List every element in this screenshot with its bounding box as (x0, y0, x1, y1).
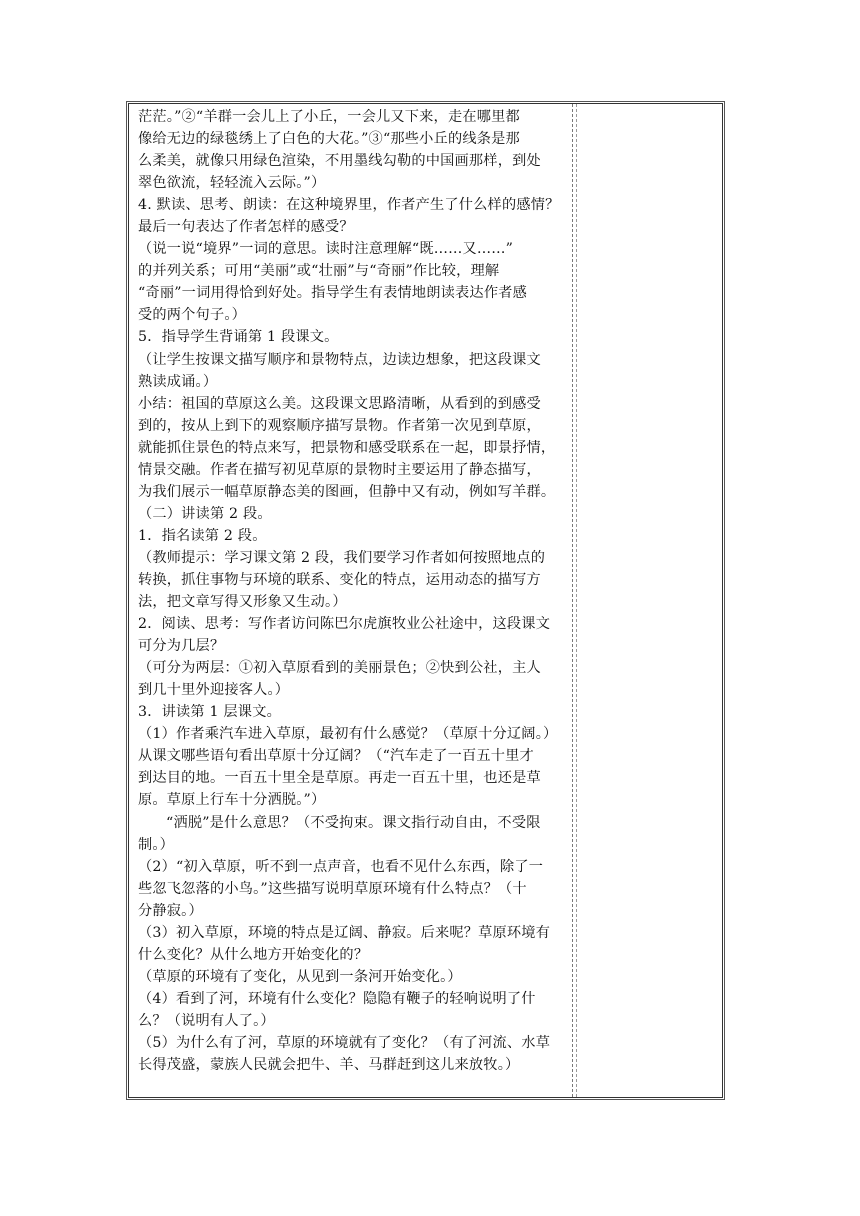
text-line: 分静寂。） (138, 902, 203, 919)
text-line: 像给无边的绿毯绣上了白色的大花。”③“那些小丘的线条是那 (138, 131, 520, 148)
text-line: 情景交融。作者在描写初见草原的景物时主要运用了静态描写， (138, 461, 541, 478)
text-line: 就能抓住景色的特点来写，把景物和感受联系在一起，即景抒情， (138, 439, 556, 456)
text-line: （教师提示：学习课文第 2 段，我们要学习作者如何按照地点的 (138, 549, 546, 566)
text-line: 2．阅读、思考：写作者访问陈巴尔虎旗牧业公社途中，这段课文 (138, 616, 551, 633)
text-line: 5．指导学生背诵第 1 段课文。 (138, 329, 339, 346)
text-line: （让学生按课文描写顺序和景物特点，边读边想象，把这段课文 (138, 351, 541, 368)
text-line: （4）看到了河，环境有什么变化？隐隐有鞭子的轻响说明了什 (138, 990, 536, 1007)
text-line: 为我们展示一幅草原静态美的图画，但静中又有动，例如写羊群。 (138, 483, 556, 500)
lesson-table (128, 103, 723, 1098)
text-line: （二）讲读第 2 段。 (138, 505, 272, 522)
text-line: （5）为什么有了河，草原的环境就有了变化？（有了河流、水草 (138, 1034, 551, 1051)
text-line: 3．讲读第 1 层课文。 (138, 704, 281, 721)
text-line: 么？（说明有人了。） (138, 1012, 275, 1029)
text-line: （草原的环境有了变化，从见到一条河开始变化。） (138, 968, 462, 985)
text-line: 些忽飞忽落的小鸟。”这些描写说明草原环境有什么特点？（十 (138, 880, 527, 897)
text-line: 最后一句表达了作者怎样的感受？ (138, 219, 354, 236)
lesson-content-cell (129, 104, 573, 1097)
text-line: （2）“初入草原，听不到一点声音，也看不见什么东西，除了一 (138, 858, 544, 875)
text-line: （3）初入草原，环境的特点是辽阔、静寂。后来呢？草原环境有 (138, 924, 551, 941)
text-line: 长得茂盛，蒙族人民就会把牛、羊、马群赶到这儿来放牧。） (138, 1057, 520, 1074)
text-line: 茫茫。”②“羊群一会儿上了小丘，一会儿又下来，走在哪里都 (138, 109, 520, 125)
lesson-text (138, 106, 568, 1076)
notes-cell (576, 104, 722, 1097)
text-line: （可分为两层：①初入草原看到的美丽景色；②快到公社，主人 (138, 660, 541, 677)
text-line: 的并列关系；可用“美丽”或“壮丽”与“奇丽”作比较，理解 (138, 263, 500, 280)
text-line: 可分为几层？ (138, 638, 225, 655)
text-line: 么柔美，就像只用绿色渲染，不用墨线勾勒的中国画那样，到处 (138, 153, 541, 170)
text-line: 到达目的地。一百五十里全是草原。再走一百五十里，也还是草 (138, 770, 541, 787)
text-line: 受的两个句子。） (138, 307, 247, 324)
text-line: 到几十里外迎接客人。） (138, 682, 290, 699)
text-line: 4. 默读、思考、朗读：在这种境界里，作者产生了什么样的感情？ (138, 197, 560, 214)
text-line: 原。草原上行车十分洒脱。”） (138, 792, 326, 809)
text-line: 法，把文章写得又形象又生动。） (138, 594, 347, 611)
text-line: 1．指名读第 2 段。 (138, 527, 267, 544)
text-line: 小结：祖国的草原这么美。这段课文思路清晰，从看到的到感受 (138, 395, 541, 412)
text-line: 熟读成诵。） (138, 373, 218, 390)
text-line: 什么变化？从什么地方开始变化的？ (138, 946, 369, 963)
text-line: （说一说“境界”一词的意思。读时注意理解“既……又……” (138, 241, 514, 258)
text-line: “洒脱”是什么意思？（不受拘束。课文指行动自由，不受限 (166, 814, 541, 831)
text-line: “奇丽”一词用得恰到好处。指导学生有表情地朗读表达作者感 (138, 285, 527, 302)
text-line: 到的，按从上到下的观察顺序描写景物。作者第一次见到草原， (138, 417, 541, 434)
text-line: 转换，抓住事物与环境的联系、变化的特点，运用动态的描写方 (138, 571, 541, 588)
text-line: 翠色欲流，轻轻流入云际。”） (138, 175, 326, 192)
text-line: 制。） (138, 836, 175, 853)
text-line: 从课文哪些语句看出草原十分辽阔？（“汽车走了一百五十里才 (138, 748, 534, 765)
text-line: （1）作者乘汽车进入草原，最初有什么感觉？（草原十分辽阔。） (138, 726, 558, 743)
